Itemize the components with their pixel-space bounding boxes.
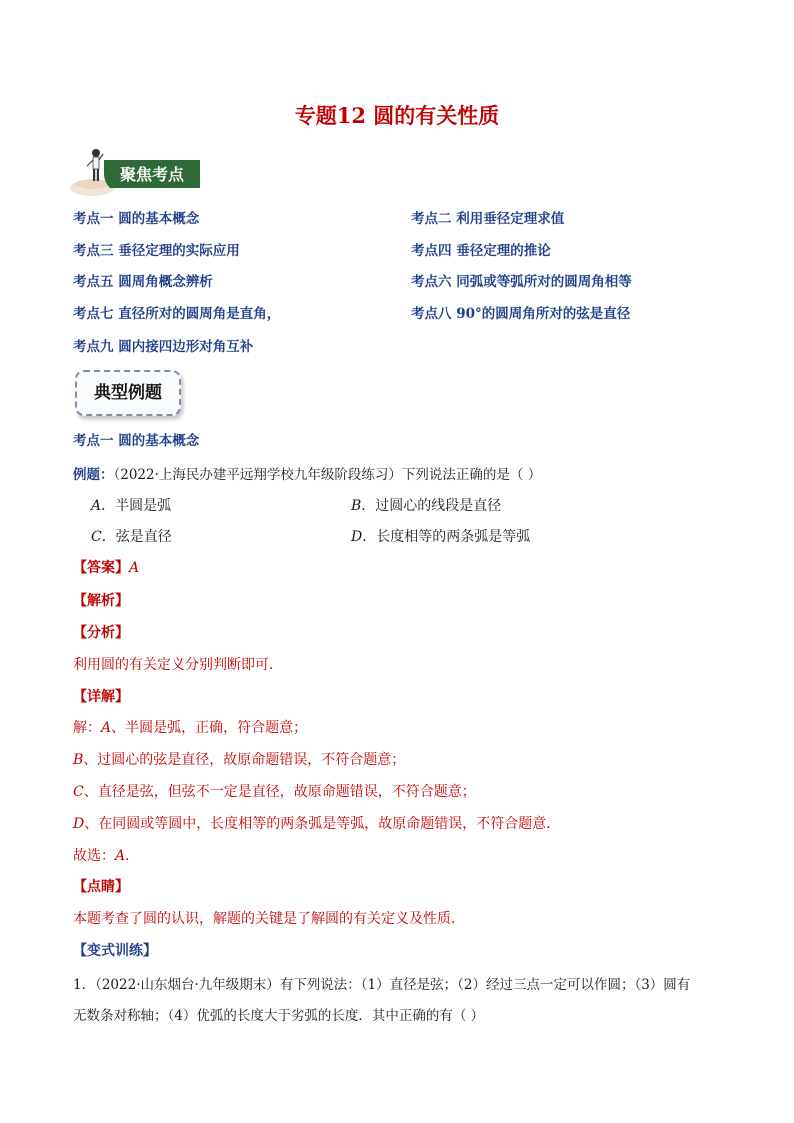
kaodian-5: 考点五 圆周角概念辨析 (73, 274, 213, 290)
fenxi-tag: 【分析】 (73, 625, 129, 641)
solution-d-text: 、在同圆或等圆中，长度相等的两条弧是等弧，故原命题错误，不符合题意． (84, 816, 561, 832)
kaodian-4: 考点四 垂径定理的推论 (411, 243, 551, 259)
option-a (91, 495, 171, 515)
example-question (73, 463, 541, 483)
choose-prefix: 故选： (73, 848, 115, 864)
answer-value: A (129, 560, 140, 576)
solution-c-letter: C (73, 784, 84, 800)
option-d-letter: D (351, 529, 363, 545)
analysis-tag: 【解析】 (73, 593, 129, 609)
choose-suffix: ． (125, 848, 140, 864)
kaodian-6: 考点六 同弧或等弧所对的圆周角相等 (411, 274, 632, 290)
kaodian-7: 考点七 直径所对的圆周角是直角， (73, 306, 281, 322)
solution-c-text: 、直径是弦，但弦不一定是直径，故原命题错误，不符合题意； (83, 784, 476, 800)
detail-tag: 【详解】 (73, 689, 129, 705)
example-prefix: 例题： (73, 467, 114, 483)
option-c-text: ．弦是直径 (101, 529, 172, 545)
dianjing-tag: 【点睛】 (73, 879, 129, 895)
option-d-text: ．长度相等的两条弧是等弧 (362, 529, 531, 545)
option-b (351, 495, 501, 515)
practice-heading: 【变式训练】 (73, 943, 157, 959)
kaodian-8: 考点八 90°的圆周角所对的弦是直径 (411, 306, 631, 322)
solution-line-a (73, 717, 307, 737)
option-b-letter: B (351, 498, 362, 514)
typical-examples-label: 典型例题 (75, 370, 181, 416)
solution-prefix: 解： (73, 720, 101, 736)
example-heading: 考点一 圆的基本概念 (73, 433, 200, 449)
option-a-letter: A (91, 498, 102, 514)
solution-line-b (73, 749, 405, 769)
practice-q1-line1: 1．（2022·山东烟台·九年级期末）有下列说法：（1）直径是弦；（2）经过三点一定可以作圆；（3）圆有 (73, 977, 691, 993)
choose-line (73, 845, 139, 865)
page-title: 专题12 圆的有关性质 (294, 103, 500, 128)
practice-q1-line2: 无数条对称轴；（4）优弧的长度大于劣弧的长度．其中正确的有（ ） (73, 1008, 485, 1024)
kaodian-2: 考点二 利用垂径定理求值 (411, 211, 565, 227)
solution-b-text: 、过圆心的弦是直径，故原命题错误，不符合题意； (83, 752, 406, 768)
banner-label: 聚焦考点 (119, 165, 185, 184)
option-a-text: ．半圆是弧 (101, 498, 172, 514)
kaodian-1: 考点一 圆的基本概念 (73, 211, 200, 227)
solution-line-c (73, 781, 476, 801)
solution-line-d (73, 813, 560, 833)
example-question-text: （2022·上海民办建平远翔学校九年级阶段练习）下列说法正确的是（ ） (113, 467, 542, 483)
focus-points-banner (66, 144, 206, 202)
solution-d-letter: D (73, 816, 85, 832)
answer-line (73, 557, 139, 577)
choose-value: A (115, 848, 126, 864)
option-c (91, 526, 172, 546)
answer-tag: 【答案】 (73, 560, 129, 576)
kaodian-3: 考点三 垂径定理的实际应用 (73, 243, 240, 259)
kaodian-9: 考点九 圆内接四边形对角互补 (73, 339, 254, 355)
dianjing-text: 本题考查了圆的认识，解题的关键是了解圆的有关定义及性质． (73, 911, 465, 927)
solution-a-letter: A (101, 720, 112, 736)
option-c-letter: C (91, 529, 102, 545)
option-d (351, 526, 530, 546)
fenxi-text: 利用圆的有关定义分别判断即可． (73, 657, 283, 673)
solution-b-letter: B (73, 752, 84, 768)
option-b-text: ．过圆心的线段是直径 (361, 498, 502, 514)
solution-a-text: 、半圆是弧，正确，符合题意； (111, 720, 308, 736)
